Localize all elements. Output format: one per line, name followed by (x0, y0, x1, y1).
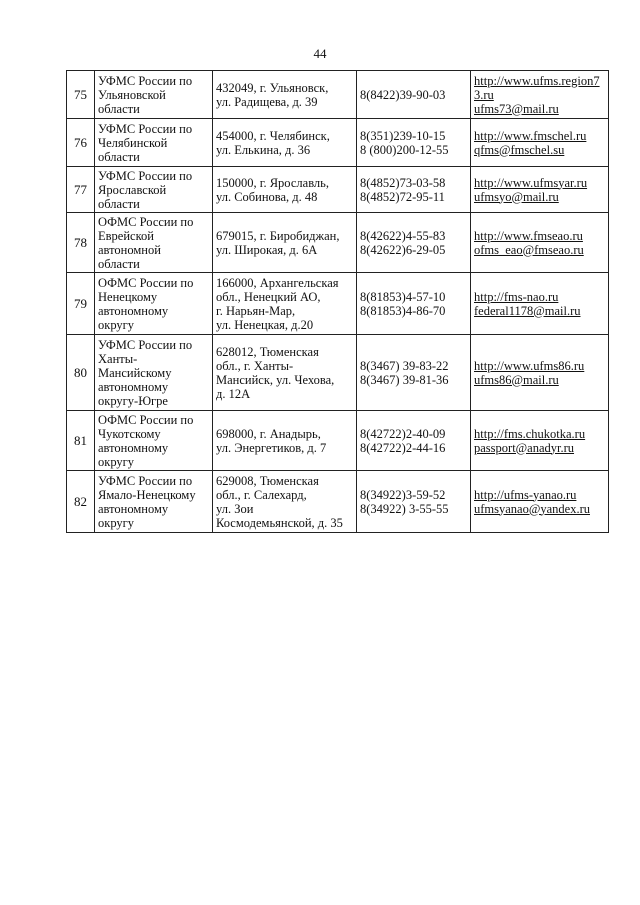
website-email-link[interactable]: http://fms-nao.ru federal1178@mail.ru (471, 273, 609, 335)
phone-numbers: 8(8422)39-90-03 (357, 71, 471, 119)
organization-name: УФМС России по Ханты- Мансийскому автономному округу-Югре (95, 335, 213, 411)
row-number: 80 (67, 335, 95, 411)
contacts-table (66, 70, 609, 533)
phone-numbers: 8(81853)4-57-10 8(81853)4-86-70 (357, 273, 471, 335)
organization-name: УФМС России по Ямало-Ненецкому автономному округу (95, 471, 213, 533)
address: 166000, Архангельская обл., Ненецкий АО, г. Нарьян-Мар, ул. Ненецкая, д.20 (213, 273, 357, 335)
row-number: 75 (67, 71, 95, 119)
website-email-link[interactable]: http://www.fmseao.ru ofms_eao@fmseao.ru (471, 213, 609, 273)
website-email-link[interactable]: http://www.ufms86.ru ufms86@mail.ru (471, 335, 609, 411)
address: 629008, Тюменская обл., г. Салехард, ул. Зои Космодемьянской, д. 35 (213, 471, 357, 533)
table-row (67, 411, 609, 471)
table-row (67, 167, 609, 213)
website-email-link[interactable]: http://www.ufms.region7 3.ru ufms73@mail.ru (471, 71, 609, 119)
table-row (67, 213, 609, 273)
row-number: 82 (67, 471, 95, 533)
address: 679015, г. Биробиджан, ул. Широкая, д. 6А (213, 213, 357, 273)
organization-name: ОФМС России по Еврейской автономной области (95, 213, 213, 273)
address: 628012, Тюменская обл., г. Ханты- Мансийск, ул. Чехова, д. 12А (213, 335, 357, 411)
phone-numbers: 8(351)239-10-15 8 (800)200-12-55 (357, 119, 471, 167)
phone-numbers: 8(42622)4-55-83 8(42622)6-29-05 (357, 213, 471, 273)
row-number: 78 (67, 213, 95, 273)
table-row (67, 273, 609, 335)
website-email-link[interactable]: http://www.ufmsyar.ru ufmsyo@mail.ru (471, 167, 609, 213)
phone-numbers: 8(4852)73-03-58 8(4852)72-95-11 (357, 167, 471, 213)
website-email-link[interactable]: http://fms.chukotka.ru passport@anadyr.ru (471, 411, 609, 471)
phone-numbers: 8(34922)3-59-52 8(34922) 3-55-55 (357, 471, 471, 533)
organization-name: ОФМС России по Чукотскому автономному округу (95, 411, 213, 471)
address: 432049, г. Ульяновск, ул. Радищева, д. 39 (213, 71, 357, 119)
row-number: 79 (67, 273, 95, 335)
table-row (67, 471, 609, 533)
website-email-link[interactable]: http://www.fmschel.ru qfms@fmschel.su (471, 119, 609, 167)
table-row (67, 71, 609, 119)
table-row (67, 335, 609, 411)
organization-name: ОФМС России по Ненецкому автономному округу (95, 273, 213, 335)
organization-name: УФМС России по Ульяновской области (95, 71, 213, 119)
row-number: 81 (67, 411, 95, 471)
phone-numbers: 8(3467) 39-83-22 8(3467) 39-81-36 (357, 335, 471, 411)
row-number: 77 (67, 167, 95, 213)
address: 150000, г. Ярославль, ул. Собинова, д. 48 (213, 167, 357, 213)
organization-name: УФМС России по Челябинской области (95, 119, 213, 167)
address: 454000, г. Челябинск, ул. Елькина, д. 36 (213, 119, 357, 167)
address: 698000, г. Анадырь, ул. Энергетиков, д. 7 (213, 411, 357, 471)
table-row (67, 119, 609, 167)
phone-numbers: 8(42722)2-40-09 8(42722)2-44-16 (357, 411, 471, 471)
organization-name: УФМС России по Ярославской области (95, 167, 213, 213)
row-number: 76 (67, 119, 95, 167)
page-number: 44 (313, 46, 327, 61)
website-email-link[interactable]: http://ufms-yanao.ru ufmsyanao@yandex.ru (471, 471, 609, 533)
